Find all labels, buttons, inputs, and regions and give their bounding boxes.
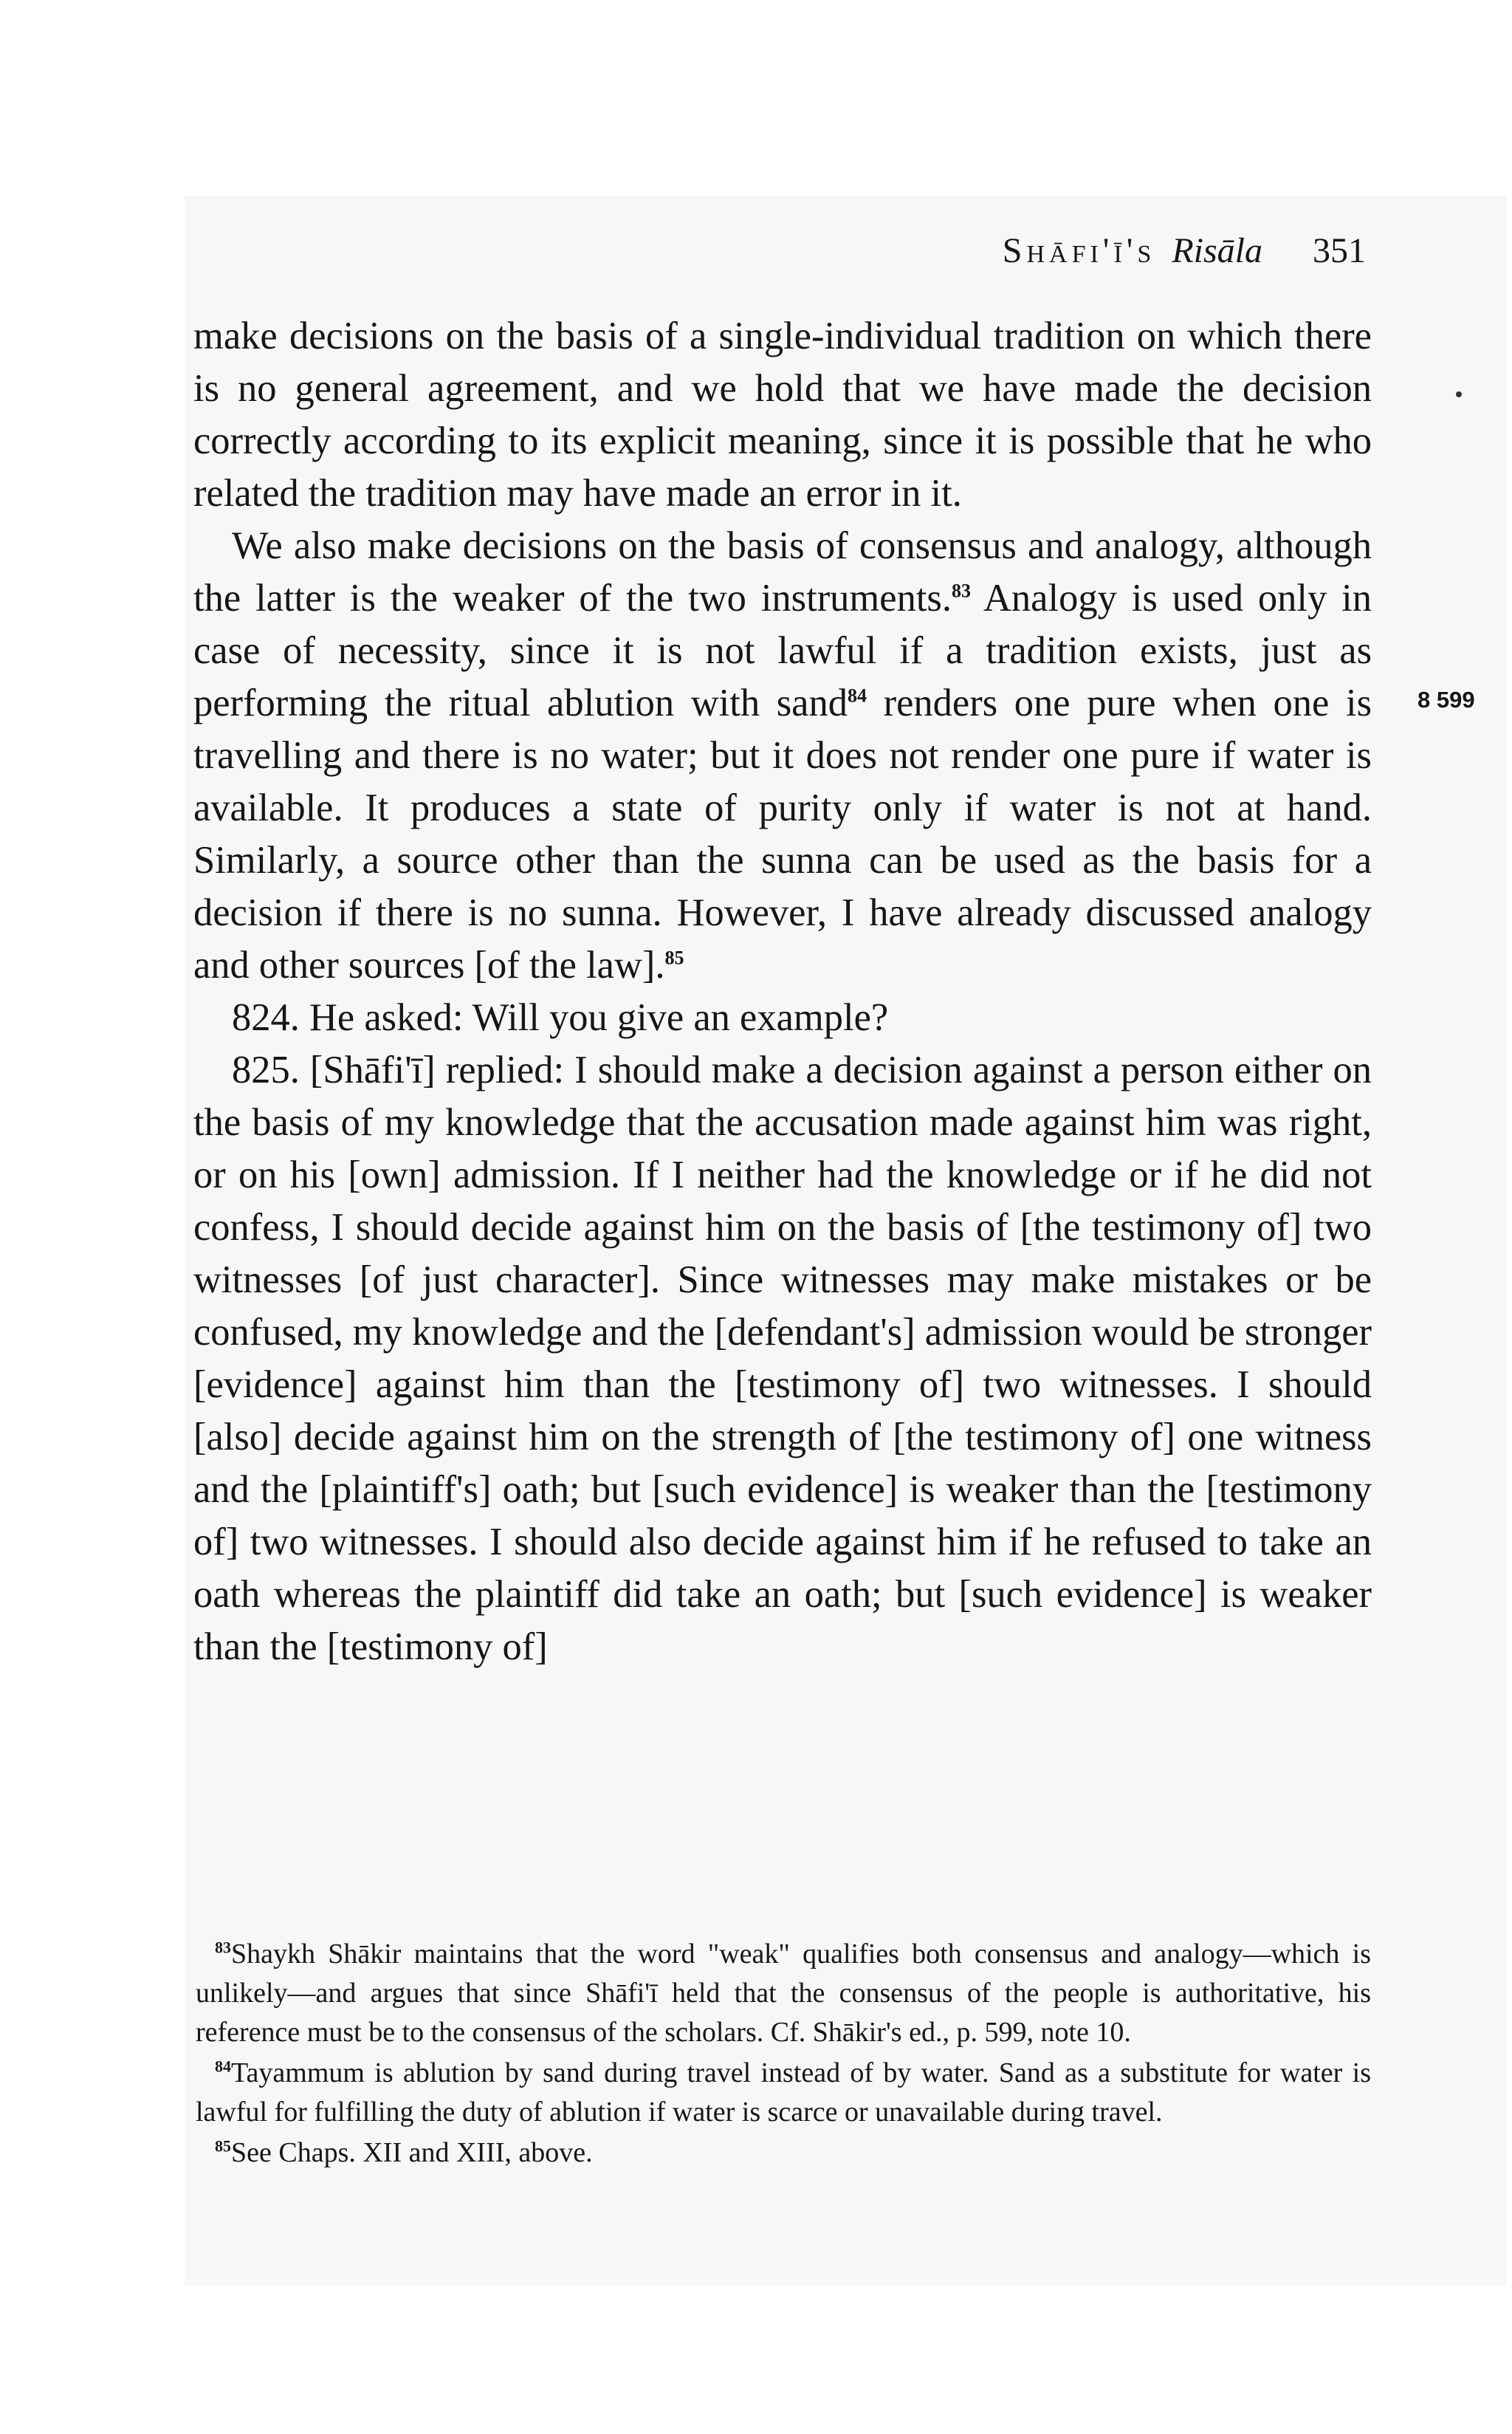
footnotes <box>196 1935 1371 2174</box>
footnote <box>196 2133 1371 2173</box>
paragraph-continued: make decisions on the basis of a single-individual tradition on which there is no general agreement, and we hold that we have made the decision correctly according to its explicit meaning, since it is possible that he who related the tradition may have made an error in it. <box>193 315 1372 515</box>
paragraph-consensus <box>193 520 1372 992</box>
running-header <box>849 222 1366 281</box>
footnote-text: See Chaps. XII and XIII, above. <box>231 2137 593 2168</box>
book-title: Risāla <box>1172 231 1262 270</box>
running-head: Shāfi'ī's <box>1002 231 1156 270</box>
footnote-ref-83: 83 <box>951 580 971 602</box>
footnote-number: 83 <box>215 1938 231 1957</box>
paragraph-text: renders one pure when one is travelling and there is no water; but it does not render one pure if water is available. It produces a state of purity only if water is not at hand. Similarly, a source other than the sunna can be used as the basis for a decision if there is no sunna. However, I have already discussed analogy and other sources [of the law]. <box>193 682 1372 987</box>
footnote-ref-85: 85 <box>664 947 684 969</box>
paragraph-824: 824. He asked: Will you give an example? <box>232 996 889 1039</box>
footnote <box>196 2054 1371 2132</box>
paragraph-text: We also make decisions on the basis of consensus and analogy, although the latter is the weaker of the two instruments. <box>193 524 1372 620</box>
margin-dot <box>1456 391 1462 397</box>
footnote-text: Shaykh Shākir maintains that the word "weak" qualifies both consensus and analogy—which is unlikely—and argues that since Shāfi'ī held that the consensus of the people is authoritative, his reference must be to the consensus of the scholars. Cf. Shākir's ed., p. 599, note 10. <box>196 1938 1371 2048</box>
paragraph-text: Analogy is used only in case of necessity, since it is not lawful if a tradition exists, just as performing the ritual ablution with sand <box>193 577 1372 724</box>
main-text <box>193 310 1372 1673</box>
footnote <box>196 1935 1371 2052</box>
paragraph-825: 825. [Shāfi'ī] replied: I should make a decision against a person either on the basis of my knowledge that the accusation made against him was right, or on his [own] admission. If I neither had the knowledge or if he did not confess, I should decide against him on the basis of [the testimony of] two witnesses [of just character]. Since witnesses may make mistakes or be confused, my knowledge and the [defendant's] admission would be stronger [evidence] against him than the [testimony of] two witnesses. I should [also] decide against him on the strength of [the testimony of] one witness and the [plaintiff's] oath; but [such evidence] is weaker than the [testimony of] two witnesses. I should also decide against him if he refused to take an oath whereas the plaintiff did take an oath; but [such evidence] is weaker than the [testimony of] <box>193 1049 1372 1668</box>
margin-reference: 8 599 <box>1418 687 1475 713</box>
footnote-number: 84 <box>215 2057 231 2076</box>
footnote-number: 85 <box>215 2136 231 2156</box>
footnote-text: Tayammum is ablution by sand during travel instead of by water. Sand as a substitute for water is lawful for fulfilling the duty of ablution if water is scarce or unavailable during travel. <box>196 2057 1371 2128</box>
page-number: 351 <box>1313 231 1366 270</box>
footnote-ref-84: 84 <box>847 685 867 707</box>
